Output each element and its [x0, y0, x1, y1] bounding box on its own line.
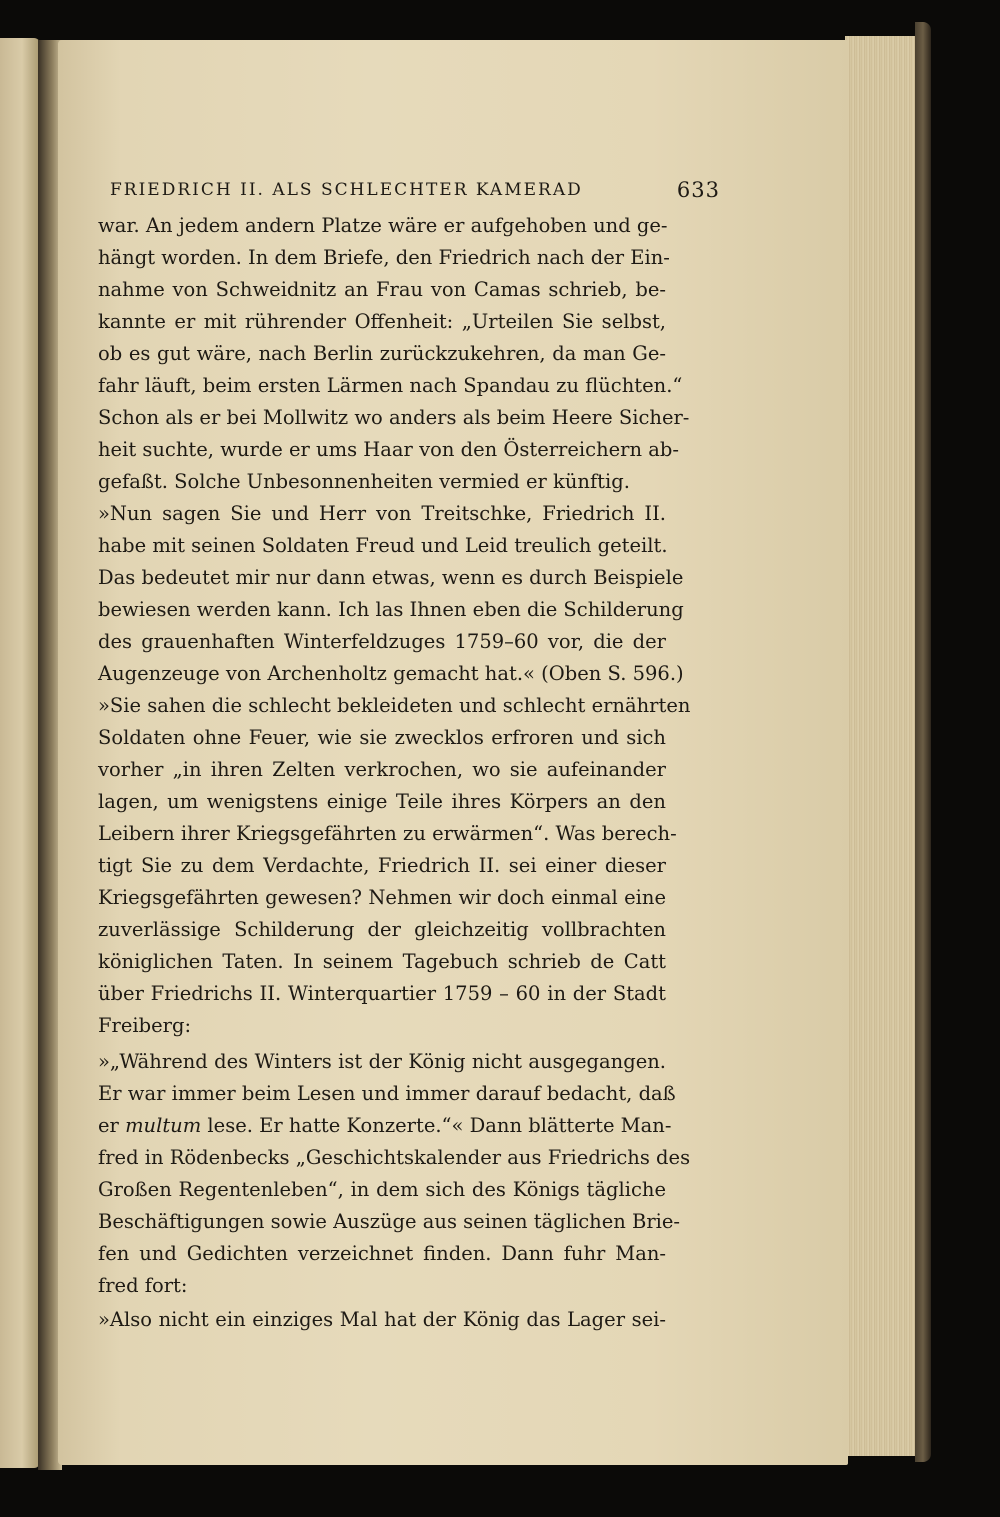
text-line: Beschäftigungen sowie Auszüge aus seinen täglichen Brie- — [98, 1210, 681, 1233]
text-line: gefaßt. Solche Unbesonnenheiten vermied er künftig. — [98, 470, 630, 493]
left-page-edge — [0, 38, 40, 1468]
text-line: »Nun sagen Sie und Herr von Treitschke, Friedrich II. — [98, 502, 666, 525]
text-line: hängt worden. In dem Briefe, den Friedrich nach der Ein- — [98, 246, 670, 269]
text-line: fred in Rödenbecks „Geschichtskalender aus Friedrichs des — [98, 1146, 691, 1169]
text-line: Soldaten ohne Feuer, wie sie zwecklos erfroren und sich — [98, 726, 666, 749]
text-line: kannte er mit rührender Offenheit: „Urteilen Sie selbst, — [98, 310, 666, 333]
text-line: »Sie sahen die schlecht bekleideten und schlecht ernährten — [98, 694, 691, 717]
text-line: Leibern ihrer Kriegsgefährten zu erwärmen“. Was berech- — [98, 822, 677, 845]
text-line: »„Während des Winters ist der König nicht ausgegangen. — [98, 1050, 666, 1073]
text-line: Schon als er bei Mollwitz wo anders als beim Heere Sicher- — [98, 406, 690, 429]
italic-word: multum — [125, 1114, 202, 1137]
text-line: bewiesen werden kann. Ich las Ihnen eben die Schilderung — [98, 598, 684, 621]
text-line: lagen, um wenigstens einige Teile ihres Körpers an den — [98, 790, 666, 813]
text-line: tigt Sie zu dem Verdachte, Friedrich II. sei einer dieser — [98, 854, 666, 877]
text-line: Das bedeutet mir nur dann etwas, wenn es durch Beispiele — [98, 566, 684, 589]
text-line: fen und Gedichten verzeichnet finden. Dann fuhr Man- — [98, 1242, 666, 1265]
text-line: fred fort: — [98, 1274, 188, 1297]
text-line-with-italic — [98, 1110, 672, 1142]
text-line: »Also nicht ein einziges Mal hat der König das Lager sei- — [98, 1308, 666, 1331]
text-line: Augenzeuge von Archenholtz gemacht hat.« (Oben S. 596.) — [98, 662, 684, 685]
text-segment: er — [98, 1114, 126, 1137]
page-number: 633 — [676, 178, 720, 202]
text-line: war. An jedem andern Platze wäre er aufgehoben und ge- — [98, 214, 668, 237]
page-edges-stack — [845, 36, 925, 1456]
text-line: heit suchte, wurde er ums Haar von den Österreichern ab- — [98, 438, 679, 461]
text-segment: lese. Er hatte Konzerte.“« Dann blätterte Man- — [201, 1114, 672, 1137]
running-title: FRIEDRICH II. ALS SCHLECHTER KAMERAD — [110, 180, 583, 200]
text-line: habe mit seinen Soldaten Freud und Leid treulich geteilt. — [98, 534, 668, 557]
text-line: königlichen Taten. In seinem Tagebuch schrieb de Catt — [98, 950, 666, 973]
text-line: des grauenhaften Winterfeldzuges 1759–60 vor, die der — [98, 630, 666, 653]
text-line: Freiberg: — [98, 1014, 192, 1037]
text-line: Großen Regentenleben“, in dem sich des Königs tägliche — [98, 1178, 666, 1201]
text-line: ob es gut wäre, nach Berlin zurückzukehren, da man Ge- — [98, 342, 666, 365]
text-line: Er war immer beim Lesen und immer darauf bedacht, daß — [98, 1082, 676, 1105]
book-page — [58, 40, 848, 1465]
text-line: Kriegsgefährten gewesen? Nehmen wir doch einmal eine — [98, 886, 666, 909]
text-line: nahme von Schweidnitz an Frau von Camas schrieb, be- — [98, 278, 666, 301]
book-cover-edge — [915, 22, 931, 1462]
running-header — [110, 180, 720, 210]
text-line: fahr läuft, beim ersten Lärmen nach Spandau zu flüchten.“ — [98, 374, 683, 397]
text-line: vorher „in ihren Zelten verkrochen, wo sie aufeinander — [98, 758, 666, 781]
text-line: zuverlässige Schilderung der gleichzeitig vollbrachten — [98, 918, 666, 941]
text-line: über Friedrichs II. Winterquartier 1759 – 60 in der Stadt — [98, 982, 666, 1005]
